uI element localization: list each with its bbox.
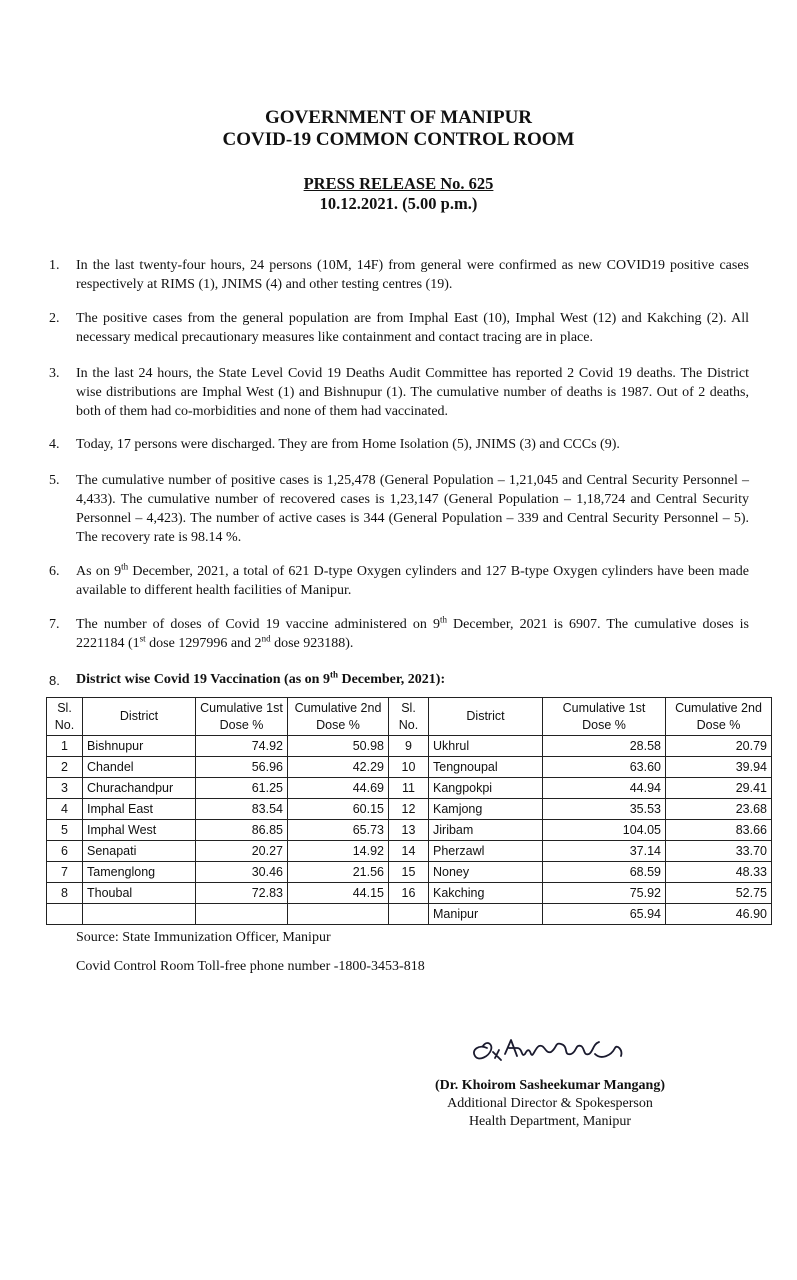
text-fragment: District wise Covid 19 Vaccination (as on 9: [76, 672, 330, 687]
text-fragment: dose 923188).: [270, 636, 354, 651]
text-fragment: th: [439, 614, 447, 625]
item-number: 6.: [49, 564, 60, 579]
table-cell: Kamjong: [429, 799, 543, 820]
table-row: [47, 778, 772, 799]
table-cell: 50.98: [288, 736, 389, 757]
table-cell: Jiribam: [429, 820, 543, 841]
table-cell: 65.73: [288, 820, 389, 841]
table-cell: 60.15: [288, 799, 389, 820]
item-number: 7.: [49, 617, 60, 632]
table-cell: 14: [389, 841, 429, 862]
table-cell: 74.92: [196, 736, 288, 757]
table-title-text: [76, 670, 445, 689]
table-cell: Noney: [429, 862, 543, 883]
column-header: Cumulative 2nd Dose %: [666, 698, 772, 736]
table-cell: Imphal East: [83, 799, 196, 820]
table-cell: 83.54: [196, 799, 288, 820]
table-cell: 7: [47, 862, 83, 883]
table-row: [47, 736, 772, 757]
table-cell: 6: [47, 841, 83, 862]
table-cell: 2: [47, 757, 83, 778]
item-number: 3.: [49, 366, 60, 381]
table-header-row: [47, 698, 772, 736]
text-fragment: The number of doses of Covid 19 vaccine administered on 9: [76, 617, 440, 632]
table-cell: 65.94: [543, 904, 666, 925]
tollfree-note: Covid Control Room Toll-free phone number -1800-3453-818: [76, 959, 425, 974]
item-text: In the last twenty-four hours, 24 persons (10M, 14F) from general were confirmed as new COVID19 positive cases respectively at RIMS (1), JNIMS (4) and other testing centres (19).: [76, 258, 749, 292]
table-cell: 9: [389, 736, 429, 757]
table-cell: 20.79: [666, 736, 772, 757]
column-header: District: [429, 698, 543, 736]
item-number: 4.: [49, 437, 60, 452]
control-room-title: COVID-19 COMMON CONTROL ROOM: [222, 129, 575, 150]
table-cell: 104.05: [543, 820, 666, 841]
table-cell: [47, 904, 83, 925]
table-row: [47, 757, 772, 778]
table-cell: 46.90: [666, 904, 772, 925]
table-cell: 33.70: [666, 841, 772, 862]
text-fragment: th: [121, 561, 129, 572]
column-header: Sl. No.: [389, 698, 429, 736]
table-cell: 29.41: [666, 778, 772, 799]
column-header: Cumulative 1st Dose %: [196, 698, 288, 736]
table-cell: 4: [47, 799, 83, 820]
table-cell: Bishnupur: [83, 736, 196, 757]
table-cell: 75.92: [543, 883, 666, 904]
table-cell: 1: [47, 736, 83, 757]
signatory-designation: Additional Director & Spokesperson: [447, 1096, 653, 1111]
table-cell: 21.56: [288, 862, 389, 883]
table-cell: 23.68: [666, 799, 772, 820]
table-cell: [288, 904, 389, 925]
text-fragment: As on 9: [76, 564, 122, 579]
text-fragment: December, 2021, a total of 621 D-type Oxygen cylinders and 127 B-type Oxygen cylinders have been made available to different health facilities of Manipur.: [76, 564, 749, 598]
table-cell: 48.33: [666, 862, 772, 883]
table-cell: 3: [47, 778, 83, 799]
table-cell: 37.14: [543, 841, 666, 862]
table-cell: 63.60: [543, 757, 666, 778]
table-cell: 61.25: [196, 778, 288, 799]
table-cell: 10: [389, 757, 429, 778]
table-cell: 44.94: [543, 778, 666, 799]
table-cell: 5: [47, 820, 83, 841]
table-cell: Imphal West: [83, 820, 196, 841]
text-fragment: dose 1297996 and 2: [145, 636, 262, 651]
column-header: District: [83, 698, 196, 736]
column-header: Sl. No.: [47, 698, 83, 736]
table-cell: 30.46: [196, 862, 288, 883]
item-number: 5.: [49, 473, 60, 488]
table-row: [47, 862, 772, 883]
source-note: Source: State Immunization Officer, Manipur: [76, 930, 331, 945]
table-cell: Manipur: [429, 904, 543, 925]
table-cell: 35.53: [543, 799, 666, 820]
column-header: Cumulative 1st Dose %: [543, 698, 666, 736]
release-datetime: 10.12.2021. (5.00 p.m.): [319, 194, 478, 213]
table-row: [47, 820, 772, 841]
table-cell: [83, 904, 196, 925]
item-number: 8.: [49, 673, 60, 688]
table-cell: [196, 904, 288, 925]
table-cell: Senapati: [83, 841, 196, 862]
item-text: [76, 562, 749, 600]
signatory-department: Health Department, Manipur: [468, 1114, 632, 1129]
table-cell: 20.27: [196, 841, 288, 862]
table-cell: 15: [389, 862, 429, 883]
item-text: In the last 24 hours, the State Level Covid 19 Deaths Audit Committee has reported 2 Covid 19 deaths. The District wise distributions are Imphal West (1) and Bishnupur (1). The cumulative number of deaths is 1987. Out of 2 deaths, both of them had co-morbidities and none of them had vaccinated.: [76, 366, 749, 419]
table-cell: 52.75: [666, 883, 772, 904]
table-cell: 56.96: [196, 757, 288, 778]
text-fragment: December, 2021 is 6907. The cumulative doses is 2221184 (1: [76, 617, 749, 651]
table-cell: 86.85: [196, 820, 288, 841]
table-cell: 12: [389, 799, 429, 820]
item-text: Today, 17 persons were discharged. They are from Home Isolation (5), JNIMS (3) and CCCs (9).: [76, 437, 620, 452]
table-cell: 13: [389, 820, 429, 841]
table-cell: Churachandpur: [83, 778, 196, 799]
item-number: 2.: [49, 311, 60, 326]
table-row: [47, 799, 772, 820]
text-fragment: nd: [261, 633, 271, 644]
table-cell: 11: [389, 778, 429, 799]
item-text: The positive cases from the general population are from Imphal East (10), Imphal West (12) and Kakching (2). All necessary medical precautionary measures like containment and contact tracing are in place.: [76, 311, 749, 345]
table-row: [47, 883, 772, 904]
table-cell: Kangpokpi: [429, 778, 543, 799]
table-cell: 42.29: [288, 757, 389, 778]
table-cell: Thoubal: [83, 883, 196, 904]
table-cell: 16: [389, 883, 429, 904]
government-title: GOVERNMENT OF MANIPUR: [264, 107, 533, 128]
table-cell: 44.15: [288, 883, 389, 904]
text-fragment: th: [329, 669, 338, 680]
item-text: [76, 615, 749, 653]
table-cell: Kakching: [429, 883, 543, 904]
signatory-name: (Dr. Khoirom Sasheekumar Mangang): [435, 1078, 665, 1093]
table-cell: [389, 904, 429, 925]
table-cell: Pherzawl: [429, 841, 543, 862]
handwritten-signature: [465, 1030, 635, 1070]
text-fragment: December, 2021):: [337, 672, 446, 687]
table-cell: 72.83: [196, 883, 288, 904]
table-cell: Ukhrul: [429, 736, 543, 757]
table-row: [47, 841, 772, 862]
column-header: Cumulative 2nd Dose %: [288, 698, 389, 736]
table-cell: 39.94: [666, 757, 772, 778]
table-cell: 68.59: [543, 862, 666, 883]
text-fragment: st: [139, 633, 146, 644]
table-cell: 14.92: [288, 841, 389, 862]
table-total-row: [47, 904, 772, 925]
table-cell: 44.69: [288, 778, 389, 799]
table-cell: 83.66: [666, 820, 772, 841]
table-cell: Tengnoupal: [429, 757, 543, 778]
table-cell: Chandel: [83, 757, 196, 778]
district-vaccination-table: [46, 697, 772, 925]
table-cell: 8: [47, 883, 83, 904]
item-number: 1.: [49, 258, 60, 273]
table-cell: Tamenglong: [83, 862, 196, 883]
table-cell: 28.58: [543, 736, 666, 757]
press-release-number: PRESS RELEASE No. 625: [303, 174, 494, 193]
item-text: The cumulative number of positive cases is 1,25,478 (General Population – 1,21,045 and Central Security Personnel – 4,433). The cumulative number of recovered cases is 1,23,147 (General Population – 1,18,724 and Central Security Personnel – 4,423). The number of active cases is 344 (General Population – 339 and Central Security Personnel – 5). The recovery rate is 98.14 %.: [76, 473, 749, 545]
